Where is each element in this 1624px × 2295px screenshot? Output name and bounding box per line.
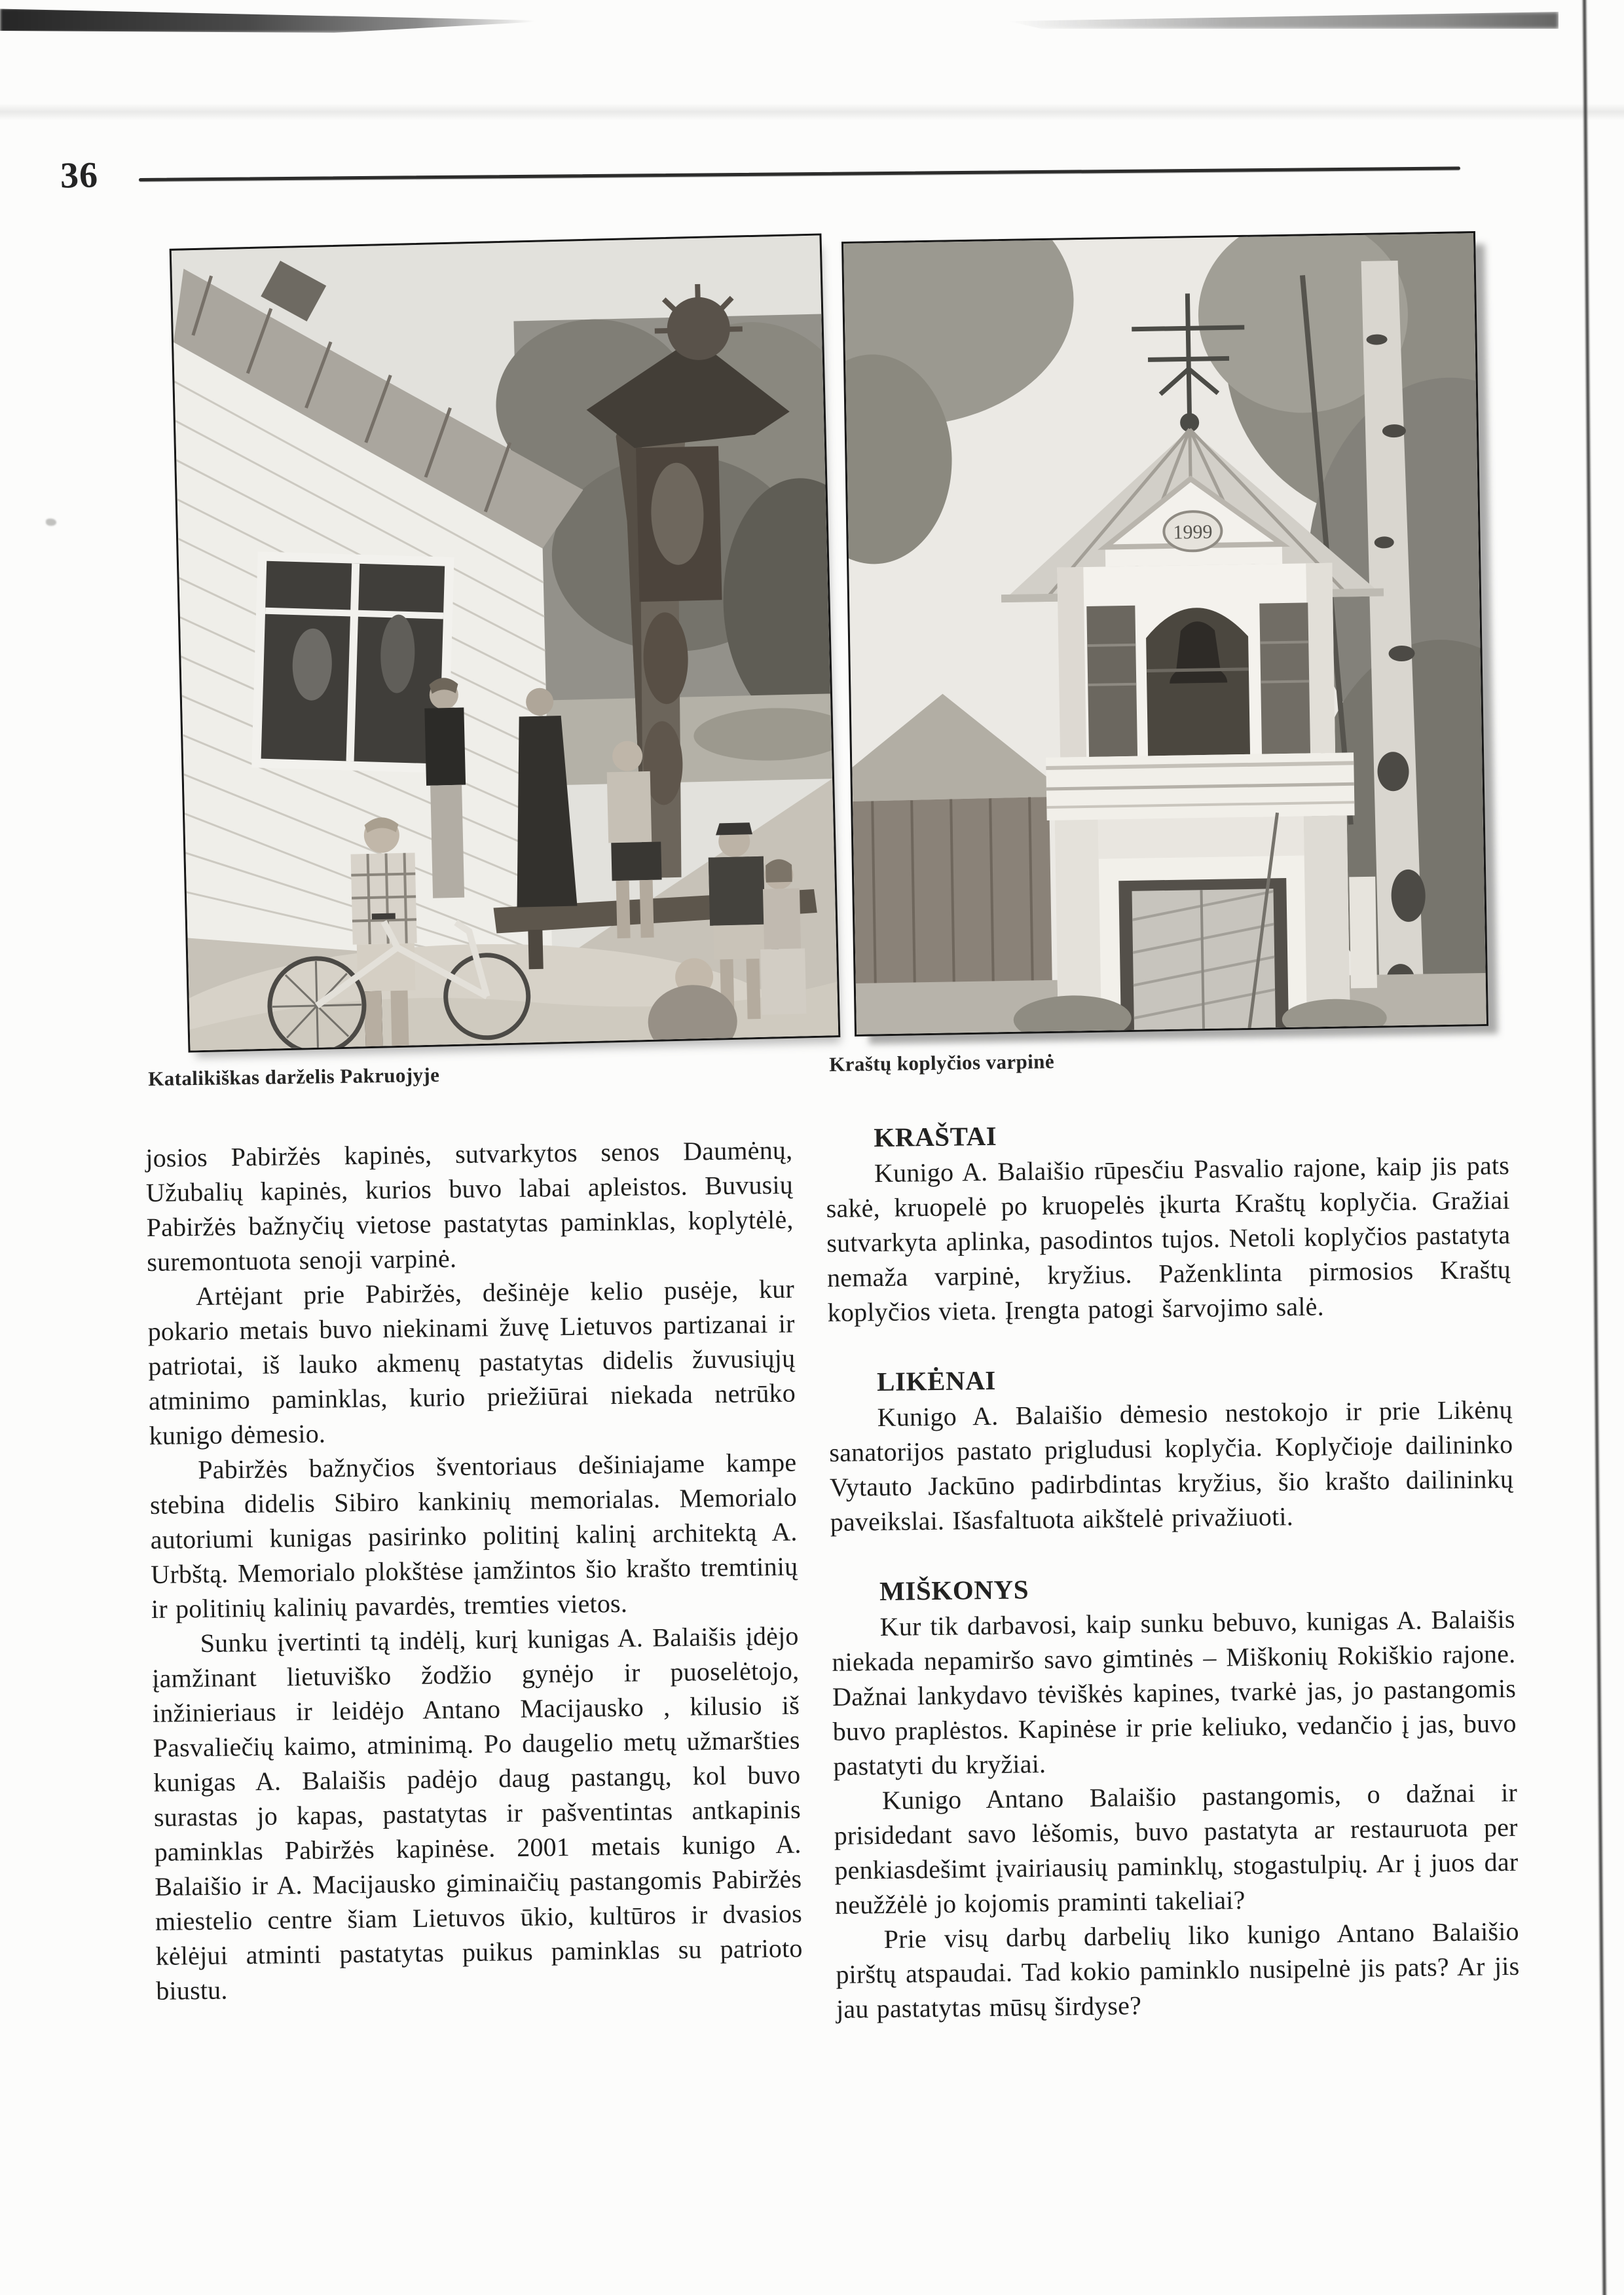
paragraph: josios Pabiržės kapinės, sutvarkytos senos Daumėnų, Užubalių kapinės, kurios buvo labai apleistos. Buvusių Pabiržės bažnyčių vietose pastatytas paminklas, koplytėlė, suremontuota senoji varpinė. [145, 1135, 794, 1277]
paragraph: Kunigo Antano Balaišio pastangomis, o dažnai ir prisidedant savo lėšomis, buvo pastatyta ar restauruota per penkiasdešimt įvairiausių paminklų, stogastulpių. Ar į juos dar neužžėlė jo kojomis praminti takeliai? [834, 1777, 1519, 1920]
photo-bell-tower [841, 231, 1488, 1037]
tower-side-annex [1349, 877, 1377, 989]
left-text-column [145, 1133, 803, 2008]
section-heading: MIŠKONYS [879, 1574, 1029, 1607]
header-rule [139, 166, 1460, 181]
page-number: 36 [60, 155, 99, 196]
caption-right-photo: Kraštų koplyčios varpinė [829, 1050, 1055, 1076]
scan-artifact-band [0, 103, 1624, 120]
right-text-column [825, 1111, 1520, 2027]
house-window [251, 551, 454, 773]
paragraph: Kunigo A. Balaišio rūpesčiu Pasvalio rajone, kaip jis pats sakė, kruopelė po kruopelės įkurta Kraštų koplyčia. Gražiai sutvarkyta aplinka, pasodintos tujos. Netoli koplyčios pastatyta nemaža varpinė, kryžius. Paženklinta pirmosios Kraštų koplyčios vieta. Įrengta patogi šarvojimo salė. [826, 1150, 1511, 1327]
paragraph: Artėjant prie Pabiržės, dešinėje kelio pusėje, kur pokario metais buvo niekinami žuvę Lietuvos partizanai ir patriotai, iš lauko akmenų pastatytas didelis žuvusiųjų atminimo paminklas, kurio priežiūrai niekada netrūko kunigo dėmesio. [147, 1274, 796, 1450]
paragraph: Kunigo A. Balaišio dėmesio nestokojo ir prie Likėnų sanatorijos pastato prigludusi koplyčia. Koplyčioje dailininko Vytauto Jackūno padirbdintas kryžius, šio krašto dailininkų paveikslai. Išasfaltuota aikštelė privažiuoti. [829, 1394, 1514, 1537]
scan-artifact-page-edge [1583, 0, 1606, 2295]
section-heading: KRAŠTAI [874, 1120, 997, 1153]
paragraph: Sunku įvertinti tą indėlį, kurį kunigas A. Balaišis įdėjo įamžinant lietuviško žodžio gynėjo ir puoselėtojo, inžinieriaus ir leidėjo Antano Macijausko , kilusio iš Pasvaliečių kaimo, atminimą. Po daugelio metų užmaršties kunigas A. Balaišis padėjo daug pastangų, kol buvo surastas jo kapas, pastatytas ir pašventintas antkapinis paminklas Pabiržės kapinėse. 2001 metais kunigo A. Balaišio ir A. Macijausko giminaičių pastangomis Pabiržės miestelio centre šiam Lietuvos ūkio, kultūros ir dvasios kėlėjui atminti pastatytas puikus paminklas su patrioto biustu. [152, 1621, 803, 2006]
belfry-side-opening [1086, 606, 1137, 757]
section-likenai [828, 1355, 1514, 1539]
bell-tower-photo-illustration [843, 233, 1486, 1035]
section-krastai [825, 1111, 1511, 1330]
scan-artifact-speck [46, 519, 56, 526]
kindergarten-photo-illustration [172, 236, 839, 1051]
caption-left-photo: Katalikiškas darželis Pakruojyje [148, 1063, 440, 1090]
scan-artifact-top-right [1008, 12, 1559, 29]
paragraph: Kur tik darbavosi, kaip sunku bebuvo, kunigas A. Balaišis niekada nepamiršo savo gimtinės – Miškonių Rokiškio rajone. Dažnai lankydavo tėviškės kapines, tvarkė jas, jo pastangomis buvo praplėstos. Kapinėse ir prie keliuko, vedančio į jas, buvo pastatyti du kryžiai. [832, 1604, 1517, 1781]
paragraph: Pabiržės bažnyčios šventoriaus dešiniajame kampe stebina didelis Sibiro kankinių memorialas. Memorialo autoriumi kunigas pasirinko politinį kalinį architektą A. Urbštą. Memorialo plokštėse įamžintos šio krašto tremtinių ir politinių kalinių pavardės, tremties vietos. [149, 1447, 798, 1624]
plaque-year-text: 1999 [1173, 521, 1213, 543]
belfry-side-opening [1259, 602, 1310, 754]
section-heading: LIKĖNAI [876, 1365, 997, 1397]
scan-artifact-top-left [0, 8, 557, 33]
section-miskonys [831, 1565, 1521, 2027]
paragraph: Prie visų darbų darbelių liko kunigo Antano Balaišio pirštų atspaudai. Tad kokio paminklo nusipelnė jis pats? Ar jis jau pastatytas mūsų širdyse? [836, 1916, 1520, 2024]
photo-catholic-kindergarten [170, 233, 841, 1052]
